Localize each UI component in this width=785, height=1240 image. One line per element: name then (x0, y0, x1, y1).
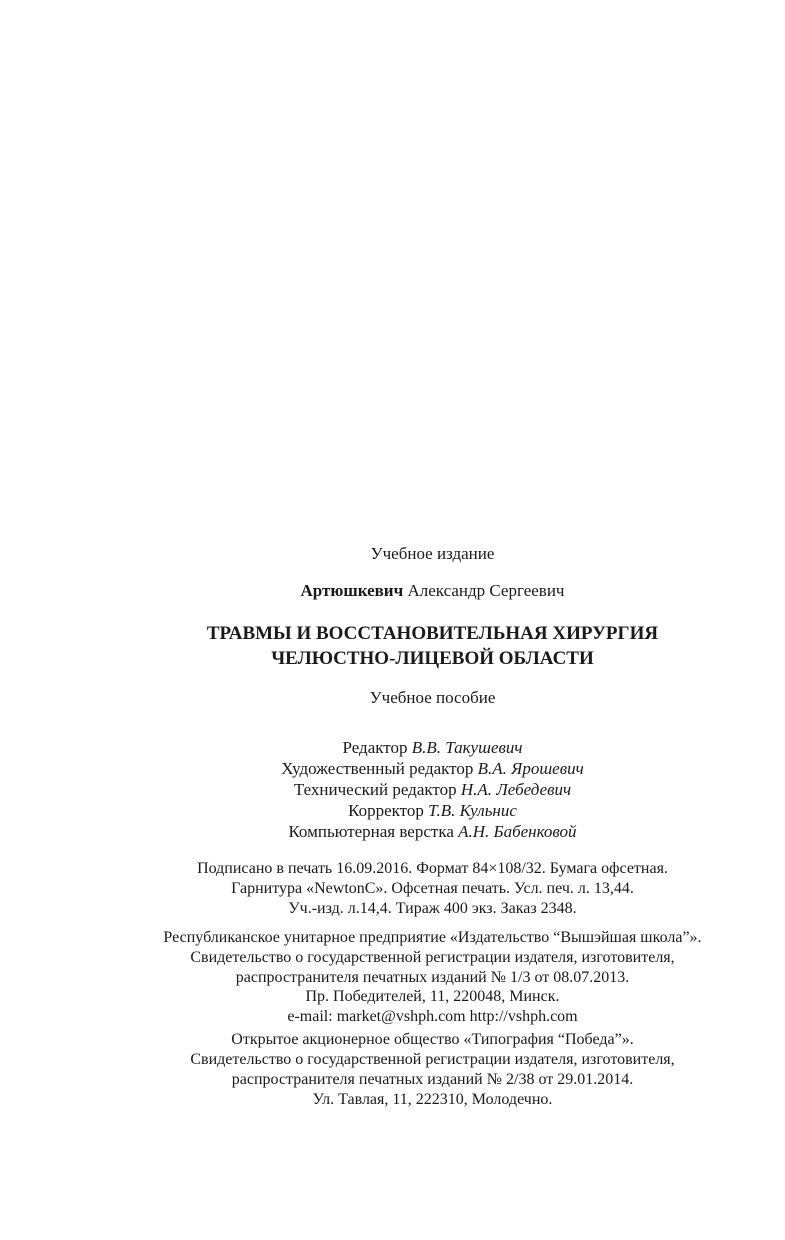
publisher-line: Пр. Победителей, 11, 220048, Минск. (305, 988, 560, 1005)
credit-art-editor (40, 758, 785, 780)
printer-line: Ул. Тавлая, 11, 222310, Молодечно. (312, 1091, 553, 1108)
printer-line: распространителя печатных изданий № 2/38 от 29.01.2014. (231, 1071, 634, 1088)
credit-role: Редактор (342, 738, 408, 757)
printer-line: Свидетельство о государственной регистрации издателя, изготовителя, (190, 1051, 675, 1068)
author-line (40, 580, 785, 602)
publisher-line: Свидетельство о государственной регистрации издателя, изготовителя, (190, 949, 675, 966)
edition-type: Учебное пособие (369, 688, 496, 707)
credit-name: В.В. Такушевич (411, 738, 523, 757)
print-details-line: Гарнитура «NewtonC». Офсетная печать. Усл. печ. л. 13,44. (231, 880, 634, 897)
author-given-names: Александр Сергеевич (407, 581, 565, 600)
credit-role: Корректор (348, 801, 424, 820)
author-surname: Артюшкевич (300, 581, 404, 600)
publisher-contacts: e-mail: market@vshph.com http://vshph.com (287, 1008, 578, 1025)
book-title-line-2: ЧЕЛЮСТНО-ЛИЦЕВОЙ ОБЛАСТИ (271, 648, 594, 669)
book-title-line-1: ТРАВМЫ И ВОССТАНОВИТЕЛЬНАЯ ХИРУРГИЯ (206, 623, 659, 644)
credit-role: Технический редактор (293, 780, 457, 799)
publisher-line: распространителя печатных изданий № 1/3 от 08.07.2013. (235, 969, 630, 986)
print-details-line: Подписано в печать 16.09.2016. Формат 84×108/32. Бумага офсетная. (197, 860, 668, 877)
credit-editor (40, 737, 785, 759)
credit-role: Компьютерная верстка (288, 822, 454, 841)
credit-name: Т.В. Кульнис (428, 801, 517, 820)
printer-line: Открытое акционерное общество «Типография “Победа”». (231, 1031, 634, 1048)
credit-name: А.Н. Бабенковой (458, 822, 577, 841)
credit-role: Художественный редактор (281, 759, 474, 778)
credit-name: В.А. Ярошевич (477, 759, 584, 778)
credit-name: Н.А. Лебедевич (460, 780, 572, 799)
credit-tech-editor (40, 779, 785, 801)
series-label: Учебное издание (370, 544, 495, 563)
credit-layout (40, 821, 785, 843)
publisher-line: Республиканское унитарное предприятие «Издательство “Вышэйшая школа”». (163, 929, 702, 946)
print-details-line: Уч.-изд. л.14,4. Тираж 400 экз. Заказ 2348. (288, 900, 577, 917)
credit-proofreader (40, 800, 785, 822)
